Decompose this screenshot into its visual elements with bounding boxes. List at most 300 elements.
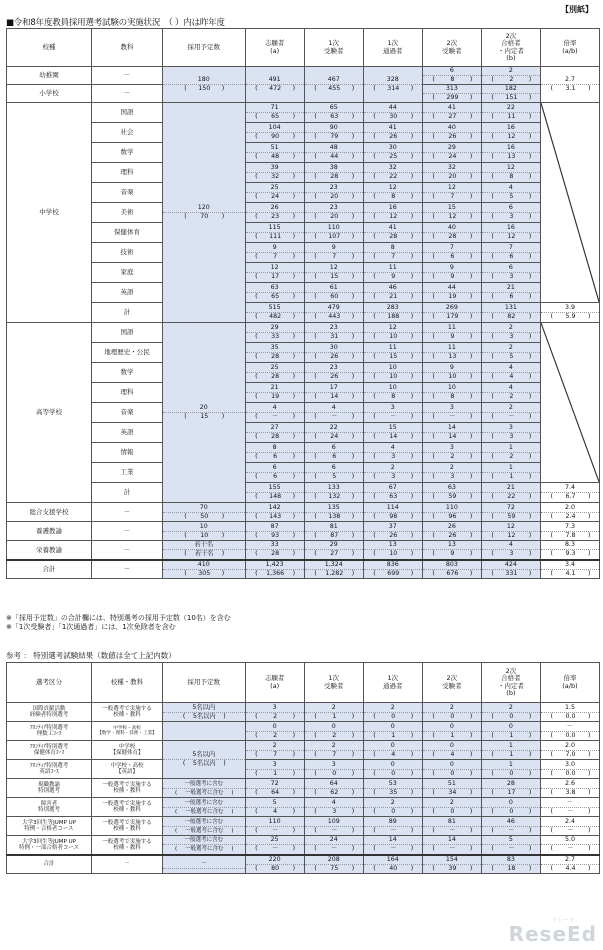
value-cell-previous bbox=[246, 85, 304, 93]
value-cell-current-value: 3 bbox=[508, 424, 513, 431]
value-cell bbox=[422, 855, 481, 874]
value-cell-previous bbox=[305, 453, 363, 461]
value-cell-previous-value: 0 bbox=[509, 807, 514, 815]
value-cell-current-value: 5 bbox=[272, 798, 277, 806]
value-cell-previous-value: 1,282 bbox=[325, 569, 344, 577]
column-header: 採用予定数 bbox=[162, 29, 245, 67]
paren-open: ( bbox=[314, 293, 317, 300]
paren-close: ) bbox=[528, 788, 532, 796]
value-cell-current-value: 110 bbox=[445, 503, 458, 511]
selection-category: 障害者 特別選考 bbox=[7, 798, 92, 817]
value-cell-current bbox=[305, 404, 363, 413]
value-cell-previous bbox=[423, 493, 481, 501]
value-cell-previous-value: 82 bbox=[507, 313, 516, 320]
paren-open: ( bbox=[314, 453, 317, 460]
paren-close: ) bbox=[292, 433, 296, 440]
paren-close: ) bbox=[292, 731, 296, 739]
value-cell-previous-value: 15 bbox=[389, 353, 398, 360]
value-cell bbox=[422, 343, 481, 363]
paren-close: ) bbox=[410, 550, 414, 558]
value-cell-previous-value: 6 bbox=[273, 453, 278, 460]
value-cell bbox=[304, 722, 363, 741]
value-cell-current bbox=[305, 224, 363, 233]
value-cell-current-value: 2 bbox=[331, 741, 336, 749]
paren-close: ) bbox=[292, 253, 296, 260]
value-cell-previous-value: － bbox=[390, 826, 397, 834]
value-cell-current bbox=[482, 104, 540, 113]
value-cell bbox=[363, 283, 422, 303]
value-cell bbox=[422, 323, 481, 343]
paren-open: ( bbox=[255, 193, 258, 200]
value-cell bbox=[245, 263, 304, 283]
value-cell-previous-value: 314 bbox=[387, 85, 400, 92]
value-cell-current-value: 16 bbox=[506, 124, 515, 131]
ratio-cell-previous bbox=[541, 532, 599, 540]
paren-close: ) bbox=[528, 473, 532, 480]
paren-open: ( bbox=[184, 531, 187, 539]
value-cell-current bbox=[423, 304, 481, 313]
value-cell-current bbox=[364, 541, 422, 550]
value-cell-current-value: 38 bbox=[329, 164, 338, 171]
value-cell-previous-value: 18 bbox=[507, 864, 516, 872]
value-cell-current bbox=[305, 561, 363, 570]
value-cell-previous-value: 75 bbox=[330, 864, 339, 872]
value-cell bbox=[363, 163, 422, 183]
value-cell-current-value: 48 bbox=[329, 144, 338, 151]
value-cell-current-value: 15 bbox=[388, 424, 397, 431]
value-cell-previous-value: 24 bbox=[448, 153, 457, 160]
value-cell-previous bbox=[482, 570, 540, 578]
value-cell-current bbox=[482, 523, 540, 532]
value-cell-previous-value: 10 bbox=[389, 373, 398, 380]
value-cell-current-value: 30 bbox=[329, 344, 338, 351]
value-cell-current-value: 1 bbox=[508, 464, 513, 471]
ratio-cell bbox=[540, 560, 599, 579]
value-cell-previous-value: 22 bbox=[389, 173, 398, 180]
paren-open: ( bbox=[314, 153, 317, 160]
value-cell-current bbox=[364, 723, 422, 732]
paren-open: ( bbox=[314, 473, 317, 480]
value-cell-previous-value: 9 bbox=[450, 333, 455, 340]
value-cell bbox=[304, 836, 363, 855]
ratio-cell-current bbox=[541, 541, 599, 550]
paren-open: ( bbox=[491, 173, 494, 180]
value-cell-previous-value: 1 bbox=[450, 731, 455, 739]
value-cell-current-value: 12 bbox=[506, 164, 515, 171]
paren-close: ) bbox=[410, 433, 414, 440]
value-cell-current-value: 10 bbox=[447, 384, 456, 391]
value-cell-current-value: 208 bbox=[327, 855, 340, 863]
value-cell-current bbox=[364, 404, 422, 413]
ref-row bbox=[7, 722, 600, 741]
value-cell-previous-value: 64 bbox=[271, 788, 280, 796]
plan-cell-current bbox=[163, 799, 245, 808]
value-cell-current-value: 40 bbox=[447, 224, 456, 231]
value-cell-current bbox=[364, 344, 422, 353]
value-cell-previous-value: 27 bbox=[330, 550, 339, 558]
value-cell bbox=[304, 503, 363, 522]
value-cell-previous bbox=[364, 827, 422, 835]
value-cell-current bbox=[423, 324, 481, 333]
value-cell-current bbox=[423, 67, 481, 76]
paren-close: ) bbox=[410, 213, 414, 220]
row-subject bbox=[7, 103, 600, 123]
value-cell bbox=[481, 183, 540, 203]
value-cell-current-value: 16 bbox=[388, 204, 397, 211]
value-cell-current bbox=[364, 464, 422, 473]
value-cell bbox=[481, 283, 540, 303]
paren-close: ) bbox=[528, 807, 532, 815]
value-cell-previous bbox=[482, 333, 540, 341]
value-cell bbox=[304, 363, 363, 383]
value-cell bbox=[304, 423, 363, 443]
value-cell bbox=[245, 798, 304, 817]
value-cell-previous-value: － bbox=[331, 413, 338, 420]
value-cell-previous bbox=[305, 865, 363, 873]
value-cell-previous bbox=[364, 393, 422, 401]
value-cell-current bbox=[305, 204, 363, 213]
paren-open: ( bbox=[432, 153, 435, 160]
paren-close: ) bbox=[221, 531, 225, 539]
value-cell-previous-value: 22 bbox=[507, 493, 516, 500]
paren-open: ( bbox=[175, 789, 178, 796]
value-cell-previous-value: 27 bbox=[448, 113, 457, 120]
value-cell bbox=[481, 343, 540, 363]
paren-close: ) bbox=[528, 453, 532, 460]
selection-category: 大学3回生等JUMP UP 特例・一部合格者コース bbox=[7, 836, 92, 855]
value-cell-previous bbox=[482, 253, 540, 261]
subject: 情報 bbox=[92, 443, 163, 463]
value-cell bbox=[304, 779, 363, 798]
ratio-cell-current-value: 2.7 bbox=[564, 76, 575, 83]
ratio-cell bbox=[540, 779, 599, 798]
paren-open: ( bbox=[184, 213, 187, 220]
value-cell bbox=[363, 722, 422, 741]
value-cell-previous bbox=[482, 808, 540, 816]
paren-open: ( bbox=[255, 433, 258, 440]
column-header: 倍率 (a/b) bbox=[540, 663, 599, 703]
value-cell-current-value: 61 bbox=[329, 284, 338, 291]
column-header: 1次 受験者 bbox=[304, 663, 363, 703]
value-cell-current-value: 0 bbox=[272, 722, 277, 730]
value-cell-current-value: 46 bbox=[388, 284, 397, 291]
value-cell-previous bbox=[482, 353, 540, 361]
value-cell-previous-value: 443 bbox=[328, 313, 341, 320]
paren-close: ) bbox=[410, 253, 414, 260]
paren-close: ) bbox=[292, 550, 296, 558]
paren-close: ) bbox=[292, 173, 296, 180]
ratio-cell-current-value: 2.4 bbox=[564, 817, 575, 825]
value-cell-current-value: 3 bbox=[449, 404, 454, 411]
value-cell-current-value: 2 bbox=[508, 404, 513, 411]
paren-close: ) bbox=[410, 826, 414, 834]
paren-close: ) bbox=[410, 473, 414, 480]
paren-open: ( bbox=[175, 827, 178, 834]
subject: 数学 bbox=[92, 143, 163, 163]
value-cell-previous-value: 14 bbox=[448, 433, 457, 440]
paren-close: ) bbox=[528, 133, 532, 140]
value-cell-previous bbox=[305, 393, 363, 401]
paren-close: ) bbox=[351, 273, 355, 280]
value-cell-current-value: 15 bbox=[447, 204, 456, 211]
value-cell bbox=[363, 463, 422, 483]
value-cell-current bbox=[246, 856, 304, 865]
value-cell-current bbox=[364, 124, 422, 133]
value-cell-previous bbox=[482, 76, 540, 84]
subject: － bbox=[92, 541, 163, 560]
paren-close: ) bbox=[231, 846, 234, 853]
value-cell-previous-value: 299 bbox=[446, 94, 459, 101]
value-cell-previous bbox=[246, 373, 304, 381]
ratio-cell bbox=[540, 541, 599, 560]
paren-close: ) bbox=[292, 193, 296, 200]
plan-cell-previous-value: 70 bbox=[200, 213, 209, 220]
row-subject bbox=[7, 223, 600, 243]
ratio-cell-current-value: 5.0 bbox=[564, 836, 575, 844]
row-subject bbox=[7, 283, 600, 303]
paren-open: ( bbox=[550, 493, 553, 500]
ratio-cell-current bbox=[541, 761, 599, 770]
value-cell-previous-value: － bbox=[508, 413, 515, 420]
plan-cell-previous bbox=[163, 213, 245, 221]
value-cell-previous bbox=[482, 865, 540, 873]
value-cell-previous-value: 65 bbox=[271, 293, 280, 300]
ratio-cell bbox=[540, 798, 599, 817]
value-cell-previous bbox=[305, 273, 363, 281]
value-cell bbox=[363, 836, 422, 855]
value-cell-current bbox=[423, 184, 481, 193]
value-cell-current-value: 4 bbox=[508, 541, 513, 549]
value-cell-previous-value: 2 bbox=[273, 712, 278, 720]
subject: 技術 bbox=[92, 243, 163, 263]
value-cell-previous-value: 1 bbox=[332, 712, 337, 720]
value-cell-current-value: 41 bbox=[388, 124, 397, 131]
selection-category: ﾌﾛﾝﾃｨｱ特別選考 保健体育ｺｰｽ bbox=[7, 741, 92, 760]
value-cell-current bbox=[246, 284, 304, 293]
value-cell-current-value: 0 bbox=[390, 760, 395, 768]
value-cell-current-value: 313 bbox=[445, 85, 458, 92]
paren-close: ) bbox=[410, 193, 414, 200]
paren-open: ( bbox=[432, 293, 435, 300]
value-cell-previous-value: 93 bbox=[271, 531, 280, 539]
value-cell-current bbox=[305, 780, 363, 789]
plan-cell-current-value: 120 bbox=[197, 204, 210, 211]
value-cell bbox=[422, 741, 481, 760]
value-cell-previous bbox=[423, 770, 481, 778]
paren-open: ( bbox=[491, 807, 494, 815]
subject: 音楽 bbox=[92, 403, 163, 423]
value-cell-previous bbox=[423, 173, 481, 181]
value-cell-current bbox=[246, 324, 304, 333]
value-cell-current bbox=[305, 124, 363, 133]
value-cell bbox=[481, 483, 540, 503]
paren-open: ( bbox=[373, 113, 376, 120]
ratio-cell bbox=[540, 483, 599, 503]
ratio-cell-previous-value: 4.4 bbox=[565, 864, 576, 872]
value-cell bbox=[422, 223, 481, 243]
paren-close: ) bbox=[528, 373, 532, 380]
value-cell-current bbox=[482, 124, 540, 133]
row-subject bbox=[7, 303, 600, 323]
paren-open: ( bbox=[491, 293, 494, 300]
value-cell bbox=[363, 123, 422, 143]
value-cell-previous-value: 4 bbox=[273, 807, 278, 815]
paren-open: ( bbox=[432, 453, 435, 460]
paren-close: ) bbox=[292, 750, 296, 758]
paren-close: ) bbox=[469, 153, 473, 160]
value-cell-previous bbox=[246, 513, 304, 521]
value-cell-current-value: 2 bbox=[331, 703, 336, 711]
value-cell-previous-value: 6 bbox=[332, 453, 337, 460]
value-cell bbox=[363, 403, 422, 423]
paren-close: ) bbox=[469, 413, 473, 420]
paren-open: ( bbox=[255, 133, 258, 140]
value-cell bbox=[245, 522, 304, 541]
value-cell-previous bbox=[246, 865, 304, 873]
school-kind: 合計 bbox=[7, 560, 92, 579]
paren-close: ) bbox=[587, 85, 591, 92]
row-subject bbox=[7, 383, 600, 403]
value-cell-previous bbox=[246, 732, 304, 740]
value-cell bbox=[363, 798, 422, 817]
value-cell-current-value: 51 bbox=[270, 144, 279, 151]
paren-close: ) bbox=[351, 173, 355, 180]
paren-close: ) bbox=[528, 512, 532, 520]
value-cell-previous-value: 472 bbox=[269, 85, 282, 92]
value-cell-previous-value: 63 bbox=[330, 113, 339, 120]
plan-cell bbox=[162, 67, 245, 103]
value-cell-previous bbox=[423, 827, 481, 835]
value-cell-previous-value: 5 bbox=[509, 193, 514, 200]
value-cell-previous bbox=[305, 732, 363, 740]
value-cell-previous-value: 9 bbox=[450, 273, 455, 280]
value-cell-current-value: 2 bbox=[272, 741, 277, 749]
paren-close: ) bbox=[528, 94, 532, 101]
value-cell-current bbox=[246, 344, 304, 353]
value-cell-previous bbox=[246, 293, 304, 301]
value-cell-current bbox=[305, 264, 363, 273]
value-cell bbox=[363, 103, 422, 123]
ratio-cell-current-value: 2.0 bbox=[564, 503, 575, 511]
paren-open: ( bbox=[175, 808, 178, 815]
plan-cell-current bbox=[163, 204, 245, 213]
value-cell-previous bbox=[305, 173, 363, 181]
value-cell-previous-value: 32 bbox=[271, 173, 280, 180]
value-cell-previous bbox=[423, 313, 481, 321]
value-cell-previous bbox=[364, 153, 422, 161]
row-subject bbox=[7, 123, 600, 143]
value-cell-current-value: 22 bbox=[506, 104, 515, 111]
paren-open: ( bbox=[255, 373, 258, 380]
value-cell bbox=[481, 67, 540, 85]
value-cell-current bbox=[305, 742, 363, 751]
paren-open: ( bbox=[314, 413, 317, 420]
paren-close: ) bbox=[587, 512, 591, 520]
value-cell-current-value: 479 bbox=[327, 304, 340, 311]
value-cell-current bbox=[305, 856, 363, 865]
value-cell-current-value: 11 bbox=[388, 264, 397, 271]
paren-open: ( bbox=[314, 173, 317, 180]
reference-table bbox=[6, 662, 600, 874]
paren-close: ) bbox=[410, 353, 414, 360]
paren-open: ( bbox=[314, 750, 317, 758]
value-cell-previous bbox=[246, 751, 304, 759]
ratio-cell bbox=[540, 817, 599, 836]
row-subject bbox=[7, 243, 600, 263]
value-cell bbox=[245, 560, 304, 579]
ratio-cell-current bbox=[541, 304, 599, 313]
value-cell-current bbox=[364, 284, 422, 293]
paren-open: ( bbox=[373, 750, 376, 758]
paren-open: ( bbox=[432, 712, 435, 720]
page-title: ■令和8年度教員採用選考試験の実施状況 （ ）内は昨年度 bbox=[6, 18, 225, 28]
paren-close: ) bbox=[528, 333, 532, 340]
value-cell-previous-value: 62 bbox=[330, 788, 339, 796]
value-cell bbox=[363, 203, 422, 223]
value-cell-previous bbox=[364, 253, 422, 261]
value-cell-current-value: 63 bbox=[447, 484, 456, 491]
value-cell-current-value: 2 bbox=[508, 703, 513, 711]
value-cell-current-value: 65 bbox=[329, 104, 338, 111]
selection-category: ﾌﾛﾝﾃｨｱ特別選考 理数工ｺｰｽ bbox=[7, 722, 92, 741]
value-cell bbox=[245, 463, 304, 483]
value-cell-previous-value: 1 bbox=[509, 731, 514, 739]
paren-close: ) bbox=[292, 113, 296, 120]
value-cell-current bbox=[482, 561, 540, 570]
paren-close: ) bbox=[410, 807, 414, 815]
value-cell-current bbox=[364, 484, 422, 493]
paren-open: ( bbox=[314, 313, 317, 320]
paren-open: ( bbox=[255, 413, 258, 420]
value-cell-current-value: 2 bbox=[390, 464, 395, 471]
value-cell-previous-value: 6 bbox=[273, 473, 278, 480]
paren-close: ) bbox=[469, 233, 473, 240]
paren-close: ) bbox=[469, 433, 473, 440]
value-cell bbox=[422, 283, 481, 303]
value-cell-previous-value: 3 bbox=[391, 453, 396, 460]
value-cell-current bbox=[364, 324, 422, 333]
value-cell bbox=[304, 223, 363, 243]
value-cell bbox=[422, 760, 481, 779]
value-cell bbox=[245, 703, 304, 722]
paren-open: ( bbox=[491, 433, 494, 440]
ratio-cell-current bbox=[541, 484, 599, 493]
plan-cell-previous-value: 50 bbox=[200, 512, 209, 520]
paren-close: ) bbox=[587, 845, 591, 853]
paren-open: ( bbox=[432, 76, 435, 83]
ratio-cell-previous-value: 3.8 bbox=[565, 788, 576, 796]
ratio-cell-previous-value: － bbox=[567, 807, 574, 815]
value-cell-previous-value: 10 bbox=[389, 550, 398, 558]
paren-close: ) bbox=[528, 493, 532, 500]
value-cell-current bbox=[305, 184, 363, 193]
paren-close: ) bbox=[351, 845, 355, 853]
selection-category: 現職教諭 特別選考 bbox=[7, 779, 92, 798]
value-cell-current bbox=[482, 224, 540, 233]
value-cell bbox=[422, 779, 481, 798]
value-cell-current bbox=[364, 799, 422, 808]
value-cell-previous-value: 26 bbox=[389, 531, 398, 539]
value-cell bbox=[422, 703, 481, 722]
paren-close: ) bbox=[469, 333, 473, 340]
value-cell bbox=[422, 483, 481, 503]
plan-cell-current bbox=[163, 780, 245, 789]
value-cell-current-value: 4 bbox=[331, 798, 336, 806]
plan-cell bbox=[162, 522, 245, 541]
value-cell bbox=[304, 522, 363, 541]
value-cell-current bbox=[305, 761, 363, 770]
value-cell-current-value: 16 bbox=[506, 144, 515, 151]
